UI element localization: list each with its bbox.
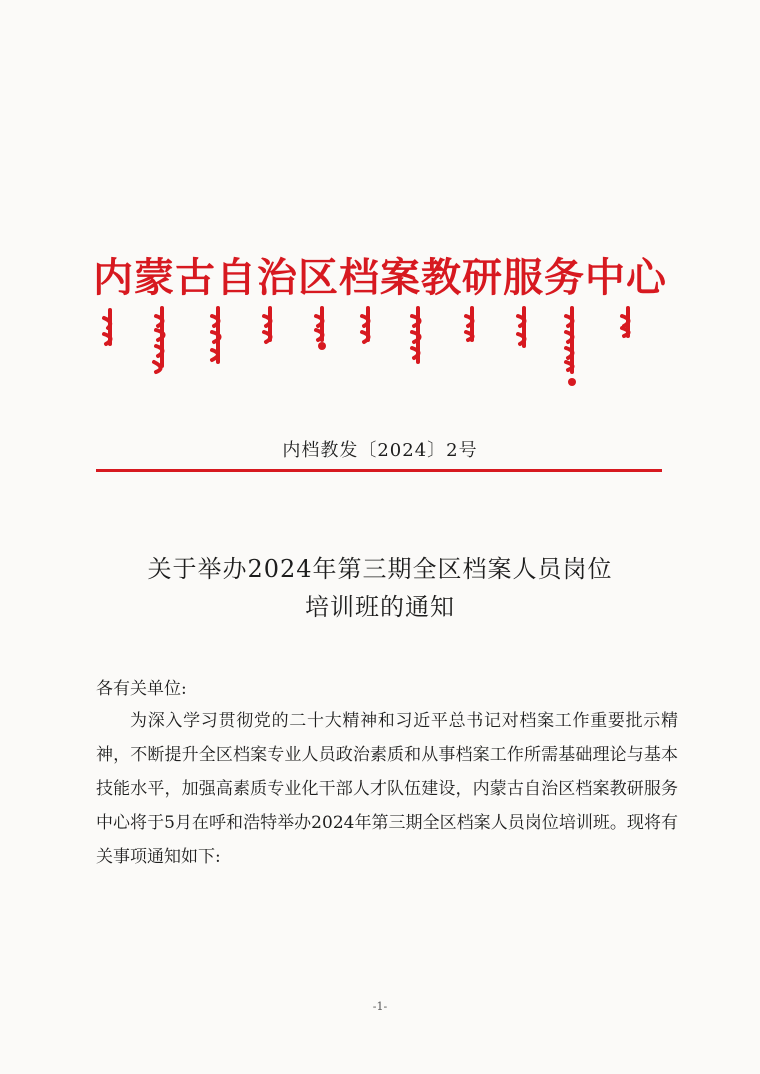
letterhead-mongolian-script bbox=[96, 300, 662, 395]
body-paragraph: 为深入学习贯彻党的二十大精神和习近平总书记对档案工作重要批示精神，不断提升全区档案专业人员政治素质和从事档案工作所需基础理论与基本技能水平，加强高素质专业化干部人才队伍建设，内蒙古自治区档案教研服务中心将于5月在呼和浩特举办2024年第三期全区档案人员岗位培训班。现将有关事项通知如下: bbox=[96, 711, 678, 867]
document-number: 内档教发〔2024〕2号 bbox=[282, 440, 478, 461]
salutation: 各有关单位: bbox=[96, 679, 187, 699]
notice-title-line-2: 培训班的通知 bbox=[305, 593, 455, 621]
notice-title-line-1: 关于举办2024年第三期全区档案人员岗位 bbox=[147, 555, 613, 583]
page-number: -1- bbox=[372, 1000, 388, 1013]
notice-title bbox=[0, 550, 760, 626]
notice-body bbox=[96, 704, 678, 874]
mongolian-script-graphic bbox=[96, 300, 662, 395]
letterhead-divider bbox=[96, 469, 662, 472]
letterhead-org-name: 内蒙古自治区档案教研服务中心 bbox=[93, 254, 667, 301]
